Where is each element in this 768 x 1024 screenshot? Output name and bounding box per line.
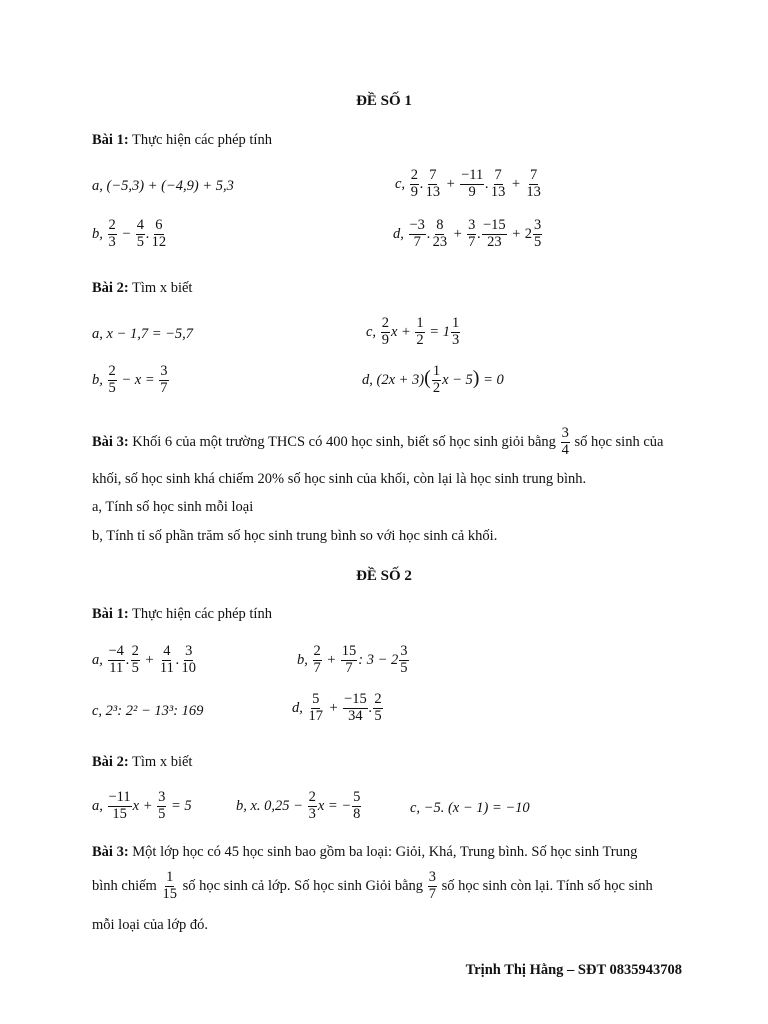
de2-bai1-c: c, 2³: 2² − 13³: 169 <box>92 703 204 719</box>
de1-bai2-heading: Bài 2: Tìm x biết <box>92 280 193 296</box>
de2-bai3-line3: mỗi loại của lớp đó. <box>92 917 208 933</box>
de1-title: ĐỀ SỐ 1 <box>356 93 412 109</box>
de2-bai2-a: a, $\frac{-11}{15}$ x + $\frac{3}{5}$ = 5 <box>92 789 192 822</box>
de1-bai3-line4: b, Tính tỉ số phần trăm số học sinh trung bình so với học sinh cả khối. <box>92 528 498 544</box>
de1-bai1-a: a, (−5,3) + (−4,9) + 5,3 <box>92 178 234 194</box>
de2-bai2-c: c, −5. (x − 1) = −10 <box>410 800 530 816</box>
de2-title: ĐỀ SỐ 2 <box>356 568 412 584</box>
de1-bai2-d: d, (2x + 3)( $\frac{1}{2}$ x − 5) = 0 <box>362 363 504 396</box>
de2-bai3-line2: bình chiếm $\frac{1}{15}$ số học sinh cả lớp. Số học sinh Giỏi bằng $\frac{3}{7}$ số học sinh còn lại. Tính số học sinh <box>92 869 653 902</box>
footer-author: Trịnh Thị Hằng – SĐT 0835943708 <box>465 962 682 978</box>
de1-bai1-d: d, $\frac{-3}{7}$ . $\frac{8}{23}$ + $\frac{3}{7}$ . $\frac{-15}{23}$ + 2 $\frac{3}{5}$ <box>393 217 542 250</box>
de2-bai1-heading: Bài 1: Thực hiện các phép tính <box>92 606 272 622</box>
de1-bai1-b: b, $\frac{2}{3}$ − $\frac{4}{5}$ . $\frac{6}{12}$ <box>92 217 167 250</box>
de2-bai1-d: d, $\frac{5}{17}$ + $\frac{-15}{34}$ . $\frac{2}{5}$ <box>292 691 382 724</box>
de2-bai2-heading: Bài 2: Tìm x biết <box>92 754 193 770</box>
de1-bai2-c: c, $\frac{2}{9}$ x + $\frac{1}{2}$ = 1 $\frac{1}{3}$ <box>366 315 460 348</box>
de2-bai3-line1: Bài 3: Một lớp học có 45 học sinh bao gồm ba loại: Giỏi, Khá, Trung bình. Số học sinh Trung <box>92 844 638 860</box>
de2-bai2-b: b, x. 0,25 − $\frac{2}{3}$ x = − $\frac{5}{8}$ <box>236 789 361 822</box>
de1-bai2-b: b, $\frac{2}{5}$ − x = $\frac{3}{7}$ <box>92 363 168 396</box>
de2-bai1-b: b, $\frac{2}{7}$ + $\frac{15}{7}$ : 3 − 2 $\frac{3}{5}$ <box>297 643 408 676</box>
de1-bai2-a: a, x − 1,7 = −5,7 <box>92 326 194 342</box>
de1-bai3-line3: a, Tính số học sinh mỗi loại <box>92 499 254 515</box>
de1-bai1-c: c, $\frac{2}{9}$ . $\frac{7}{13}$ + $\frac{-11}{9}$ . $\frac{7}{13}$ + $\frac{7}{13}$ <box>395 167 541 200</box>
de1-bai1-heading: Bài 1: Thực hiện các phép tính <box>92 132 272 148</box>
de1-bai3-line2: khối, số học sinh khá chiếm 20% số học sinh của khối, còn lại là học sinh trung bình. <box>92 471 587 487</box>
de2-bai1-a: a, $\frac{-4}{11}$ . $\frac{2}{5}$ + $\frac{4}{11}$ . $\frac{3}{10}$ <box>92 643 196 676</box>
de1-bai3-line1: Bài 3: Khối 6 của một trường THCS có 400 học sinh, biết số học sinh giỏi bằng $\frac{3}{4}$ số học sinh của <box>92 425 664 458</box>
